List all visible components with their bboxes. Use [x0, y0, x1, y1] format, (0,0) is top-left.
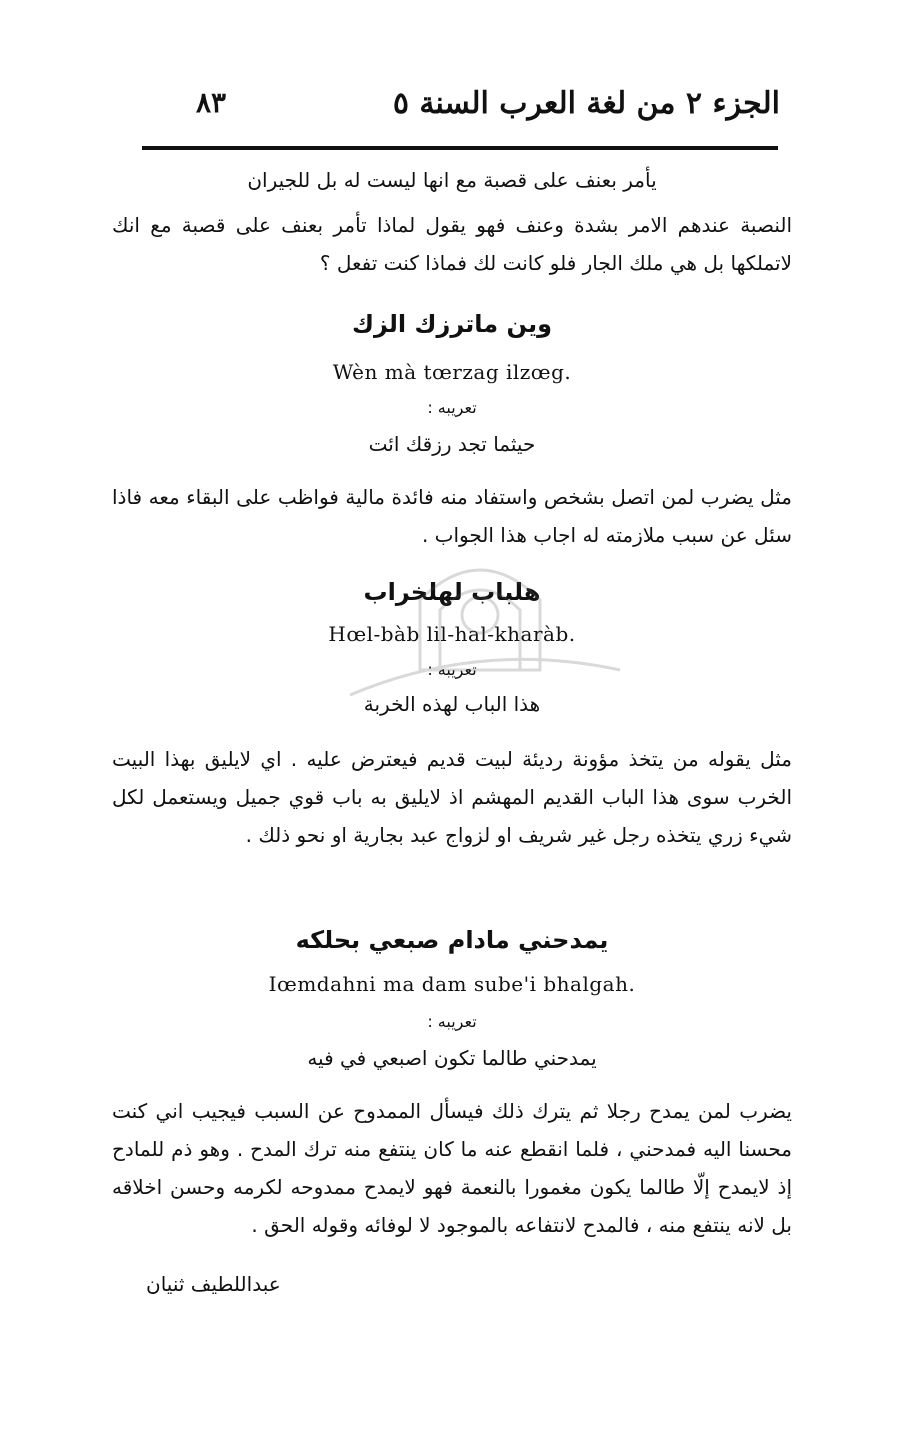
proverb-2-meaning: هذا الباب لهذه الخربة: [363, 692, 541, 716]
page-header: [140, 86, 780, 136]
intro-line: يأمر بعنف على قصبة مع انها ليست له بل للجيران: [247, 168, 657, 192]
page-number: ٨٣: [196, 86, 227, 119]
proverb-1-meaning: حيثما تجد رزقك ائت: [368, 432, 536, 456]
proverb-2-arabic: هلباب لهلخراب: [363, 578, 541, 606]
proverb-1-transliteration: Wèn mà tœrzag ilzœg.: [332, 360, 572, 384]
proverb-1-translation-label: تعريبه :: [427, 398, 477, 417]
proverb-3-explanation: يضرب لمن يمدح رجلا ثم يترك ذلك فيسأل الممدوح عن السبب فيجيب اني كنت محسنا اليه فمدحني ، فلما انقطع عنه ما كان ينتفع منه ترك المدح . وهو ذم للمادح إذ لايمدح إلّا طالما يكون مغمورا بالنعمة فهو لايمدح ممدوحه لكرمه وحسن اخلاقه بل لانه ينتفع منه ، فالمدح لانتفاعه بالموجود لا لوفائه وقوله الحق .: [112, 1099, 792, 1237]
running-title: الجزء ٢ من لغة العرب السنة ٥: [392, 86, 780, 121]
proverb-2-translation-label: تعريبه :: [427, 660, 477, 679]
proverb-2-explanation: مثل يقوله من يتخذ مؤونة رديئة لبيت قديم فيعترض عليه . اي لايليق بهذا البيت الخرب سوى هذا الباب القديم المهشم اذ لايليق به باب قوي جميل ويستعمل لكل شيء زري يتخذه رجل غير شريف او لزواج عبد بجارية او نحو ذلك .: [112, 747, 792, 847]
author-signature: عبداللطيف ثنيان: [146, 1272, 281, 1296]
proverb-3-transliteration: Iœmdahni ma dam sube'i bhalgah.: [268, 972, 636, 996]
proverb-3-meaning: يمدحني طالما تكون اصبعي في فيه: [307, 1046, 597, 1070]
intro-paragraph: النصبة عندهم الامر بشدة وعنف فهو يقول لماذا تأمر بعنف على قصبة مع انك لاتملكها بل هي ملك الجار فلو كانت لك فماذا كنت تفعل ؟: [112, 213, 792, 275]
proverb-3-translation-label: تعريبه :: [427, 1012, 477, 1031]
proverb-3-arabic: يمدحني مادام صبعي بحلكه: [295, 926, 609, 954]
proverb-1-explanation: مثل يضرب لمن اتصل بشخص واستفاد منه فائدة مالية فواظب على البقاء معه فاذا سئل عن سبب ملازمته له اجاب هذا الجواب .: [112, 485, 792, 547]
header-rule: [142, 146, 778, 150]
proverb-2-transliteration: Hœl-bàb lil-hal-kharàb.: [328, 622, 576, 646]
proverb-1-arabic: وين ماترزك الزك: [351, 310, 553, 338]
